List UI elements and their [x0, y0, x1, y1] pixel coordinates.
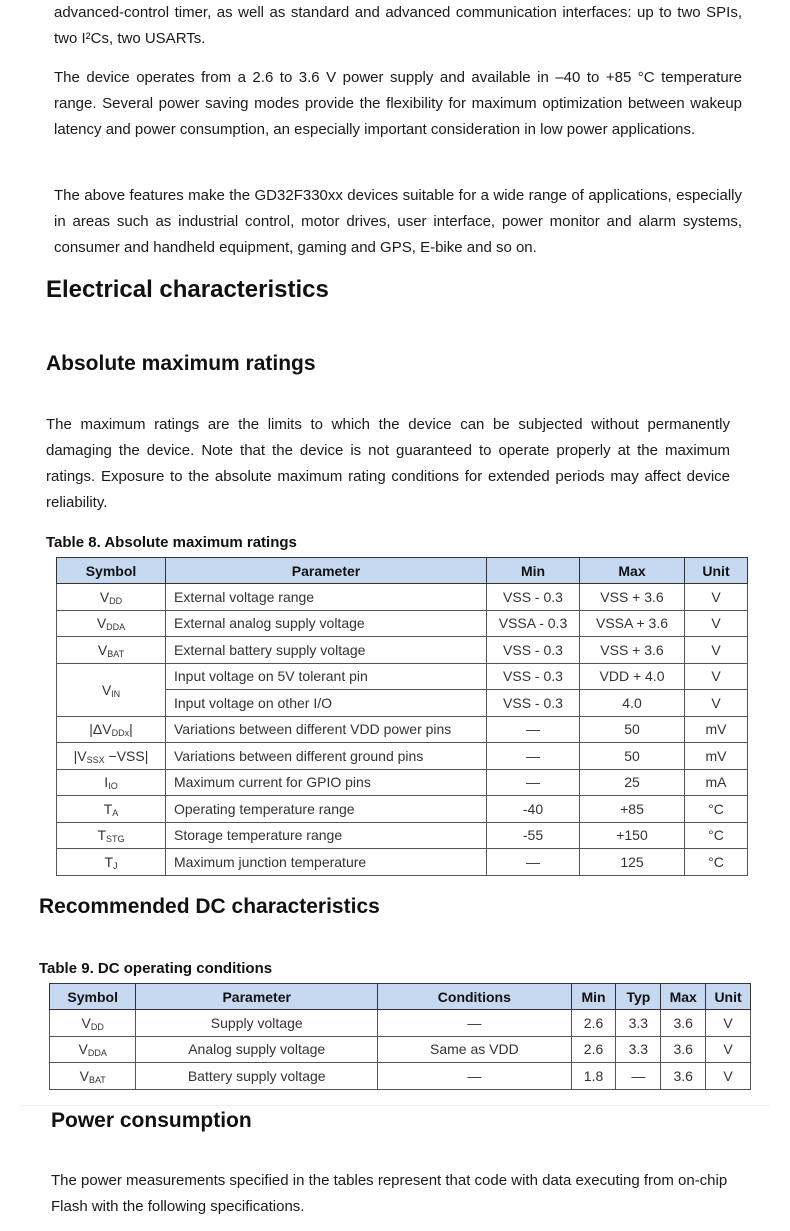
- heading-power-consumption: Power consumption: [51, 1109, 252, 1132]
- table9-caption: Table 9. DC operating conditions: [39, 960, 273, 977]
- cell-parameter: Input voltage on 5V tolerant pin: [166, 663, 487, 690]
- symbol-subscript: DDA: [106, 622, 126, 633]
- cell-unit: V: [685, 584, 748, 611]
- table-absolute-maximum-ratings: [56, 557, 748, 876]
- cell-symbol: [57, 584, 166, 611]
- table8-row: [57, 584, 748, 611]
- cell-unit: V: [706, 1063, 751, 1090]
- intro-paragraph-2: The device operates from a 2.6 to 3.6 V power supply and available in –40 to +85 °C temperature range. Several power saving modes provide the flexibility for maximum optimization between wakeup latency and power consumption, an especially important consideration in low power applications.: [54, 69, 742, 138]
- symbol-subscript: DDx: [111, 728, 130, 739]
- cell-max: 3.6: [661, 1063, 706, 1090]
- cell-symbol: [50, 1063, 136, 1090]
- symbol-main: V: [96, 615, 107, 632]
- cell-max: VDD + 4.0: [580, 663, 685, 690]
- symbol-main: T: [97, 827, 107, 844]
- heading-electrical-characteristics: Electrical characteristics: [46, 276, 329, 303]
- cell-unit: °C: [685, 796, 748, 823]
- cell-max: +150: [580, 822, 685, 849]
- cell-symbol: [57, 716, 166, 743]
- cell-parameter: Maximum current for GPIO pins: [166, 769, 487, 796]
- symbol-main: V: [99, 588, 110, 605]
- symbol-main: V: [79, 1067, 89, 1084]
- cell-symbol: [57, 849, 166, 876]
- symbol-main: I: [104, 774, 109, 791]
- cell-symbol: [57, 610, 166, 637]
- cell-symbol: [50, 1036, 136, 1063]
- table8-row: [57, 769, 748, 796]
- cell-parameter: Input voltage on other I/O: [166, 690, 487, 717]
- table9-row: [50, 1036, 751, 1063]
- cell-symbol: [57, 822, 166, 849]
- cell-unit: °C: [685, 849, 748, 876]
- table9-header-max: Max: [661, 984, 706, 1010]
- table8-row: [57, 822, 748, 849]
- section-divider: [20, 1105, 770, 1106]
- cell-unit: mV: [685, 743, 748, 770]
- symbol-main: T: [104, 853, 114, 870]
- cell-unit: V: [685, 637, 748, 664]
- symbol-subscript: DD: [90, 1021, 104, 1032]
- cell-conditions: —: [378, 1063, 572, 1090]
- table-dc-operating-conditions: [49, 983, 751, 1090]
- table9-header-parameter: Parameter: [136, 984, 378, 1010]
- heading-recommended-dc-characteristics: Recommended DC characteristics: [39, 895, 380, 918]
- cell-min: VSSA - 0.3: [487, 610, 580, 637]
- symbol-main: V: [97, 641, 108, 658]
- symbol-main: |ΔV: [89, 721, 112, 738]
- cell-min: —: [487, 769, 580, 796]
- cell-unit: °C: [685, 822, 748, 849]
- cell-max: 50: [580, 743, 685, 770]
- symbol-subscript: DD: [109, 595, 123, 606]
- table8-header-min: Min: [487, 558, 580, 584]
- table8-header-row: [57, 558, 748, 584]
- cell-max: 25: [580, 769, 685, 796]
- intro-paragraph-1: advanced-control timer, as well as standard and advanced communication interfaces: up to two SPIs, two I²Cs, two USARTs.: [54, 4, 742, 47]
- cell-unit: V: [706, 1036, 751, 1063]
- table8-header-unit: Unit: [685, 558, 748, 584]
- cell-max: 3.6: [661, 1010, 706, 1037]
- cell-symbol: [57, 769, 166, 796]
- cell-min: 2.6: [571, 1036, 616, 1063]
- cell-min: —: [487, 743, 580, 770]
- cell-parameter: External analog supply voltage: [166, 610, 487, 637]
- symbol-subscript: J: [113, 860, 118, 871]
- heading-absolute-maximum-ratings: Absolute maximum ratings: [46, 352, 316, 375]
- cell-symbol: [57, 743, 166, 770]
- cell-max: VSS + 3.6: [580, 637, 685, 664]
- intro-paragraph-3: The above features make the GD32F330xx devices suitable for a wide range of applications, especially in areas such as industrial control, motor drives, user interface, power monitor and alarm systems, consumer and handheld equipment, gaming and GPS, E-bike and so on.: [54, 187, 742, 256]
- cell-parameter: Variations between different VDD power pins: [166, 716, 487, 743]
- cell-min: —: [487, 849, 580, 876]
- cell-min: VSS - 0.3: [487, 637, 580, 664]
- cell-symbol: [50, 1010, 136, 1037]
- cell-parameter: Supply voltage: [136, 1010, 378, 1037]
- symbol-tail: |: [129, 721, 133, 738]
- cell-parameter: External voltage range: [166, 584, 487, 611]
- symbol-subscript: STG: [106, 834, 125, 845]
- cell-parameter: Battery supply voltage: [136, 1063, 378, 1090]
- cell-min: VSS - 0.3: [487, 663, 580, 690]
- cell-symbol: [57, 796, 166, 823]
- cell-symbol: [57, 663, 166, 716]
- symbol-main: V: [101, 681, 112, 698]
- cell-min: -40: [487, 796, 580, 823]
- symbol-subscript: A: [112, 807, 119, 818]
- table9-header-typ: Typ: [616, 984, 661, 1010]
- table9-header-row: [50, 984, 751, 1010]
- table8-row: [57, 849, 748, 876]
- cell-min: -55: [487, 822, 580, 849]
- cell-max: VSS + 3.6: [580, 584, 685, 611]
- symbol-subscript: IN: [111, 688, 121, 699]
- cell-unit: V: [706, 1010, 751, 1037]
- table8-row: [57, 796, 748, 823]
- table9-header-conditions: Conditions: [378, 984, 572, 1010]
- cell-unit: V: [685, 690, 748, 717]
- cell-max: 3.6: [661, 1036, 706, 1063]
- cell-max: 4.0: [580, 690, 685, 717]
- cell-parameter: Storage temperature range: [166, 822, 487, 849]
- power-paragraph: The power measurements specified in the tables represent that code with data executing from on-chip Flash with the following specifications.: [51, 1172, 728, 1215]
- cell-min: 1.8: [571, 1063, 616, 1090]
- symbol-tail: −VSS|: [104, 747, 149, 764]
- cell-unit: V: [685, 610, 748, 637]
- cell-parameter: Analog supply voltage: [136, 1036, 378, 1063]
- cell-parameter: Maximum junction temperature: [166, 849, 487, 876]
- cell-typ: —: [616, 1063, 661, 1090]
- table8-row: [57, 610, 748, 637]
- cell-max: VSSA + 3.6: [580, 610, 685, 637]
- table8-row: [57, 637, 748, 664]
- table9-row: [50, 1063, 751, 1090]
- symbol-subscript: SSX: [86, 754, 105, 765]
- symbol-subscript: BAT: [107, 648, 125, 659]
- cell-parameter: External battery supply voltage: [166, 637, 487, 664]
- table8-header-max: Max: [580, 558, 685, 584]
- symbol-main: |V: [73, 747, 87, 764]
- table8-row: [57, 663, 748, 690]
- table8-row: [57, 743, 748, 770]
- cell-min: 2.6: [571, 1010, 616, 1037]
- cell-symbol: [57, 637, 166, 664]
- cell-typ: 3.3: [616, 1036, 661, 1063]
- cell-unit: V: [685, 663, 748, 690]
- symbol-subscript: BAT: [88, 1074, 106, 1085]
- table9-header-unit: Unit: [706, 984, 751, 1010]
- cell-parameter: Variations between different ground pins: [166, 743, 487, 770]
- table9-row: [50, 1010, 751, 1037]
- cell-max: 50: [580, 716, 685, 743]
- cell-min: —: [487, 716, 580, 743]
- symbol-main: T: [103, 800, 113, 817]
- symbol-main: V: [81, 1014, 91, 1031]
- abs-ratings-paragraph: The maximum ratings are the limits to which the device can be subjected without permanently damaging the device. Note that the device is not guaranteed to operate properly at the maximum ratings. Exposure to the absolute maximum rating conditions for extended periods may affect device reliability.: [46, 416, 730, 511]
- cell-max: +85: [580, 796, 685, 823]
- cell-unit: mA: [685, 769, 748, 796]
- table8-caption: Table 8. Absolute maximum ratings: [46, 534, 297, 551]
- cell-typ: 3.3: [616, 1010, 661, 1037]
- symbol-subscript: IO: [108, 781, 118, 792]
- cell-parameter: Operating temperature range: [166, 796, 487, 823]
- table8-header-symbol: Symbol: [57, 558, 166, 584]
- cell-min: VSS - 0.3: [487, 690, 580, 717]
- cell-min: VSS - 0.3: [487, 584, 580, 611]
- cell-unit: mV: [685, 716, 748, 743]
- cell-conditions: —: [378, 1010, 572, 1037]
- symbol-main: V: [78, 1041, 88, 1058]
- symbol-subscript: DDA: [87, 1048, 107, 1059]
- cell-conditions: Same as VDD: [378, 1036, 572, 1063]
- table8-row: [57, 716, 748, 743]
- cell-max: 125: [580, 849, 685, 876]
- table8-header-parameter: Parameter: [166, 558, 487, 584]
- table9-header-symbol: Symbol: [50, 984, 136, 1010]
- table9-header-min: Min: [571, 984, 616, 1010]
